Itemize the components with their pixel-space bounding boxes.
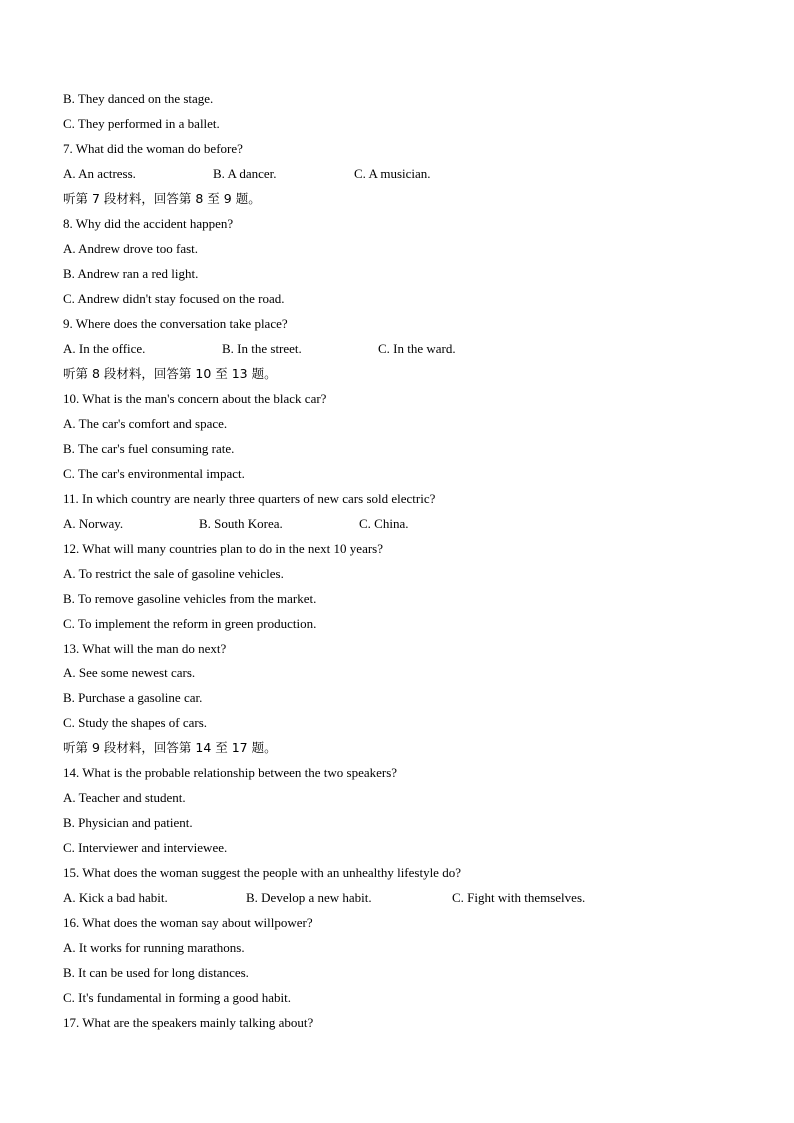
option-b: B. In the street.	[222, 341, 302, 356]
option-line: A. Andrew drove too fast.	[63, 241, 199, 256]
question-line: 15. What does the woman suggest the people with an unhealthy lifestyle do?	[63, 865, 461, 880]
option-line: B. Andrew ran a red light.	[63, 266, 199, 281]
question-line: 13. What will the man do next?	[63, 641, 227, 656]
option-b: B. Develop a new habit.	[246, 890, 372, 905]
option-line: C. Study the shapes of cars.	[63, 715, 208, 730]
option-line: B. The car's fuel consuming rate.	[63, 441, 235, 456]
option-line: A. The car's comfort and space.	[63, 416, 228, 431]
question-line: 11. In which country are nearly three quarters of new cars sold electric?	[63, 491, 436, 506]
question-line: 17. What are the speakers mainly talking about?	[63, 1015, 314, 1030]
question-line: 14. What is the probable relationship between the two speakers?	[63, 765, 398, 780]
option-line: A. It works for running marathons.	[63, 940, 245, 955]
option-line: C. It's fundamental in forming a good habit.	[63, 990, 291, 1005]
option-c: C. A musician.	[354, 166, 431, 181]
section-heading: 听第 7 段材料，回答第 8 至 9 题。	[63, 191, 261, 206]
option-line: C. To implement the reform in green production.	[63, 616, 317, 631]
question-line: 8. Why did the accident happen?	[63, 216, 234, 231]
option-line: B. It can be used for long distances.	[63, 965, 249, 980]
option-c: C. China.	[359, 516, 409, 531]
option-c: C. In the ward.	[378, 341, 456, 356]
option-c: C. Fight with themselves.	[452, 890, 586, 905]
option-a: A. Norway.	[63, 516, 124, 531]
option-line: B. Physician and patient.	[63, 815, 193, 830]
option-b: B. South Korea.	[199, 516, 283, 531]
option-line: B. Purchase a gasoline car.	[63, 690, 203, 705]
option-line: C. The car's environmental impact.	[63, 466, 245, 481]
option-line: B. To remove gasoline vehicles from the market.	[63, 591, 317, 606]
option-a: A. In the office.	[63, 341, 146, 356]
section-heading: 听第 9 段材料，回答第 14 至 17 题。	[63, 740, 277, 755]
option-a: A. Kick a bad habit.	[63, 890, 168, 905]
option-line: A. To restrict the sale of gasoline vehicles.	[63, 566, 284, 581]
question-line: 7. What did the woman do before?	[63, 141, 243, 156]
question-line: 9. Where does the conversation take place?	[63, 316, 288, 331]
question-line: 16. What does the woman say about willpower?	[63, 915, 313, 930]
question-line: 12. What will many countries plan to do in the next 10 years?	[63, 541, 383, 556]
option-line: C. Andrew didn't stay focused on the road.	[63, 291, 285, 306]
option-line: A. See some newest cars.	[63, 665, 196, 680]
option-a: A. An actress.	[63, 166, 136, 181]
section-heading: 听第 8 段材料，回答第 10 至 13 题。	[63, 366, 277, 381]
option-b: B. A dancer.	[213, 166, 277, 181]
option-line: C. They performed in a ballet.	[63, 116, 220, 131]
option-line: A. Teacher and student.	[63, 790, 186, 805]
question-line: 10. What is the man's concern about the black car?	[63, 391, 327, 406]
option-line: B. They danced on the stage.	[63, 91, 214, 106]
option-line: C. Interviewer and interviewee.	[63, 840, 228, 855]
